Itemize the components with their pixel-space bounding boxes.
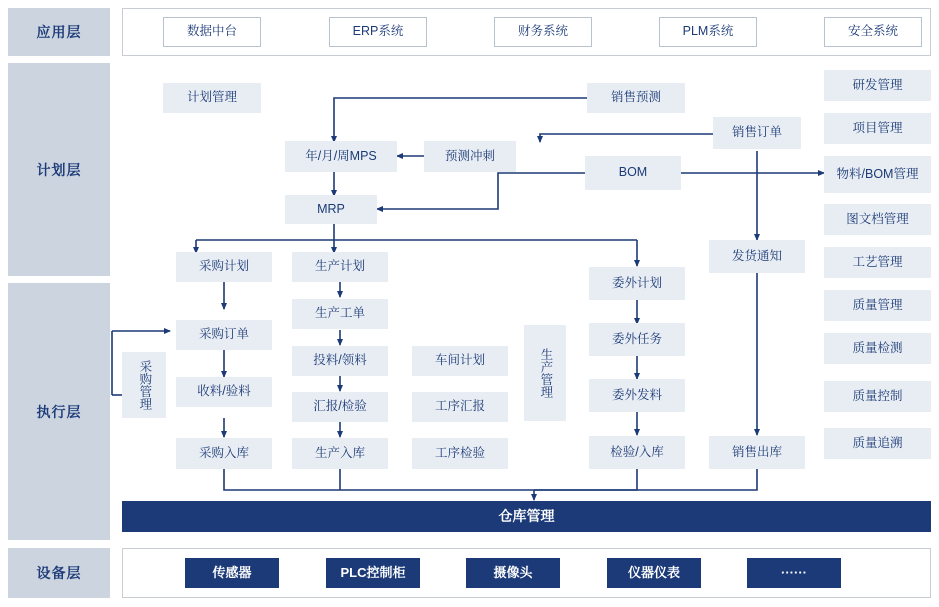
exec-node-report-inspect[interactable] [292, 392, 388, 422]
exec-node-outsourcing-inbound[interactable] [589, 436, 685, 469]
node-label: 生产管理 [538, 348, 553, 398]
warehouse-management-bar[interactable] [122, 501, 931, 532]
node-label: 物料/BOM管理 [836, 166, 919, 181]
node-label: MRP [317, 201, 345, 216]
plan-node-mps[interactable] [285, 141, 397, 172]
exec-node-outsourcing-task[interactable] [589, 323, 685, 356]
node-label: 质量控制 [852, 388, 903, 403]
node-label: 质量管理 [852, 297, 903, 312]
node-label: 摄像头 [493, 564, 533, 580]
layer-label-equipment [8, 548, 110, 598]
node-label: 发货通知 [731, 248, 782, 263]
layer-label-execution [8, 283, 110, 540]
layer-label-text: 执行层 [36, 403, 82, 420]
node-label: ······ [781, 564, 807, 580]
plan-node-plan-management[interactable] [163, 83, 261, 113]
node-label: 委外发料 [611, 387, 662, 402]
exec-node-process-report[interactable] [412, 392, 508, 422]
exec-group-purchase-management[interactable] [122, 352, 166, 418]
exec-node-material-issue[interactable] [292, 346, 388, 376]
node-label: 销售预测 [610, 90, 661, 105]
exec-node-purchase-plan[interactable] [176, 252, 272, 282]
node-label: 预测冲刺 [444, 148, 495, 163]
app-node-data-platform[interactable] [163, 17, 261, 47]
plan-node-mrp[interactable] [285, 195, 377, 224]
node-label: 传感器 [212, 564, 252, 580]
node-label: 投料/领料 [313, 353, 367, 368]
equip-node-instrument[interactable] [607, 558, 701, 588]
right-node-quality-testing[interactable] [824, 333, 931, 364]
node-label: 工艺管理 [852, 254, 903, 269]
exec-node-production-inbound[interactable] [292, 438, 388, 469]
right-node-rd-management[interactable] [824, 70, 931, 101]
node-label: 采购订单 [198, 327, 249, 342]
node-label: 销售订单 [731, 125, 782, 140]
node-label: 采购入库 [198, 445, 249, 460]
node-label: 委外任务 [611, 331, 662, 346]
node-label: 仓库管理 [498, 507, 555, 524]
node-label: 安全系统 [847, 24, 898, 39]
node-label: 检验/入库 [610, 444, 664, 459]
equip-node-more[interactable] [747, 558, 841, 588]
app-node-plm[interactable] [659, 17, 757, 47]
node-label: 仪器仪表 [627, 564, 680, 580]
right-node-quality-traceability[interactable] [824, 428, 931, 459]
node-label: 项目管理 [852, 120, 903, 135]
node-label: 汇报/检验 [313, 399, 367, 414]
node-label: 销售出库 [731, 444, 782, 459]
node-label: 生产计划 [314, 259, 365, 274]
node-label: 年/月/周MPS [305, 148, 377, 163]
exec-node-outsourcing-issue[interactable] [589, 379, 685, 412]
node-label: 工序检验 [434, 445, 485, 460]
node-label: 研发管理 [852, 77, 903, 92]
node-label: 生产入库 [314, 445, 365, 460]
node-label: 车间计划 [434, 353, 485, 368]
exec-node-shipping-notice[interactable] [709, 240, 805, 273]
node-label: PLM系统 [682, 24, 734, 39]
exec-node-sales-outbound[interactable] [709, 436, 805, 469]
node-label: 采购管理 [137, 360, 152, 410]
exec-node-process-inspect[interactable] [412, 438, 508, 469]
node-label: PLC控制柜 [340, 564, 406, 580]
equip-node-sensor[interactable] [185, 558, 279, 588]
right-node-quality-management[interactable] [824, 290, 931, 321]
layer-label-text: 计划层 [36, 161, 82, 178]
node-label: 生产工单 [314, 306, 365, 321]
plan-node-bom[interactable] [585, 156, 681, 190]
exec-node-purchase-order[interactable] [176, 320, 272, 350]
node-label: 计划管理 [186, 90, 237, 105]
exec-node-receive-inspect[interactable] [176, 377, 272, 407]
node-label: 采购计划 [198, 259, 249, 274]
layer-label-text: 设备层 [36, 565, 82, 581]
right-node-project-management[interactable] [824, 113, 931, 144]
node-label: 图文档管理 [846, 211, 909, 226]
app-node-finance[interactable] [494, 17, 592, 47]
layer-label-text: 应用层 [36, 24, 82, 40]
node-label: 收料/验料 [197, 384, 251, 399]
node-label: BOM [618, 165, 648, 180]
node-label: 质量检测 [852, 340, 903, 355]
app-node-erp[interactable] [329, 17, 427, 47]
app-node-security[interactable] [824, 17, 922, 47]
exec-node-outsourcing-plan[interactable] [589, 267, 685, 300]
plan-node-sales-forecast[interactable] [587, 83, 685, 113]
exec-node-production-plan[interactable] [292, 252, 388, 282]
right-node-process-management[interactable] [824, 247, 931, 278]
node-label: ERP系统 [352, 24, 404, 39]
right-node-document-management[interactable] [824, 204, 931, 235]
node-label: 委外计划 [611, 275, 662, 290]
exec-group-production-management[interactable] [524, 325, 566, 421]
node-label: 财务系统 [517, 24, 568, 39]
exec-node-workshop-plan[interactable] [412, 346, 508, 376]
exec-node-production-order[interactable] [292, 299, 388, 329]
layer-label-application [8, 8, 110, 56]
node-label: 工序汇报 [434, 399, 485, 414]
node-label: 数据中台 [186, 24, 237, 39]
right-node-material-bom-management[interactable] [824, 156, 931, 193]
exec-node-purchase-inbound[interactable] [176, 438, 272, 469]
layer-label-planning [8, 63, 110, 276]
equip-node-plc-cabinet[interactable] [326, 558, 420, 588]
node-label: 质量追溯 [852, 435, 903, 450]
plan-node-sales-order[interactable] [713, 117, 801, 149]
plan-node-forecast-sprint[interactable] [424, 141, 516, 172]
right-node-quality-control[interactable] [824, 381, 931, 412]
equip-node-camera[interactable] [466, 558, 560, 588]
